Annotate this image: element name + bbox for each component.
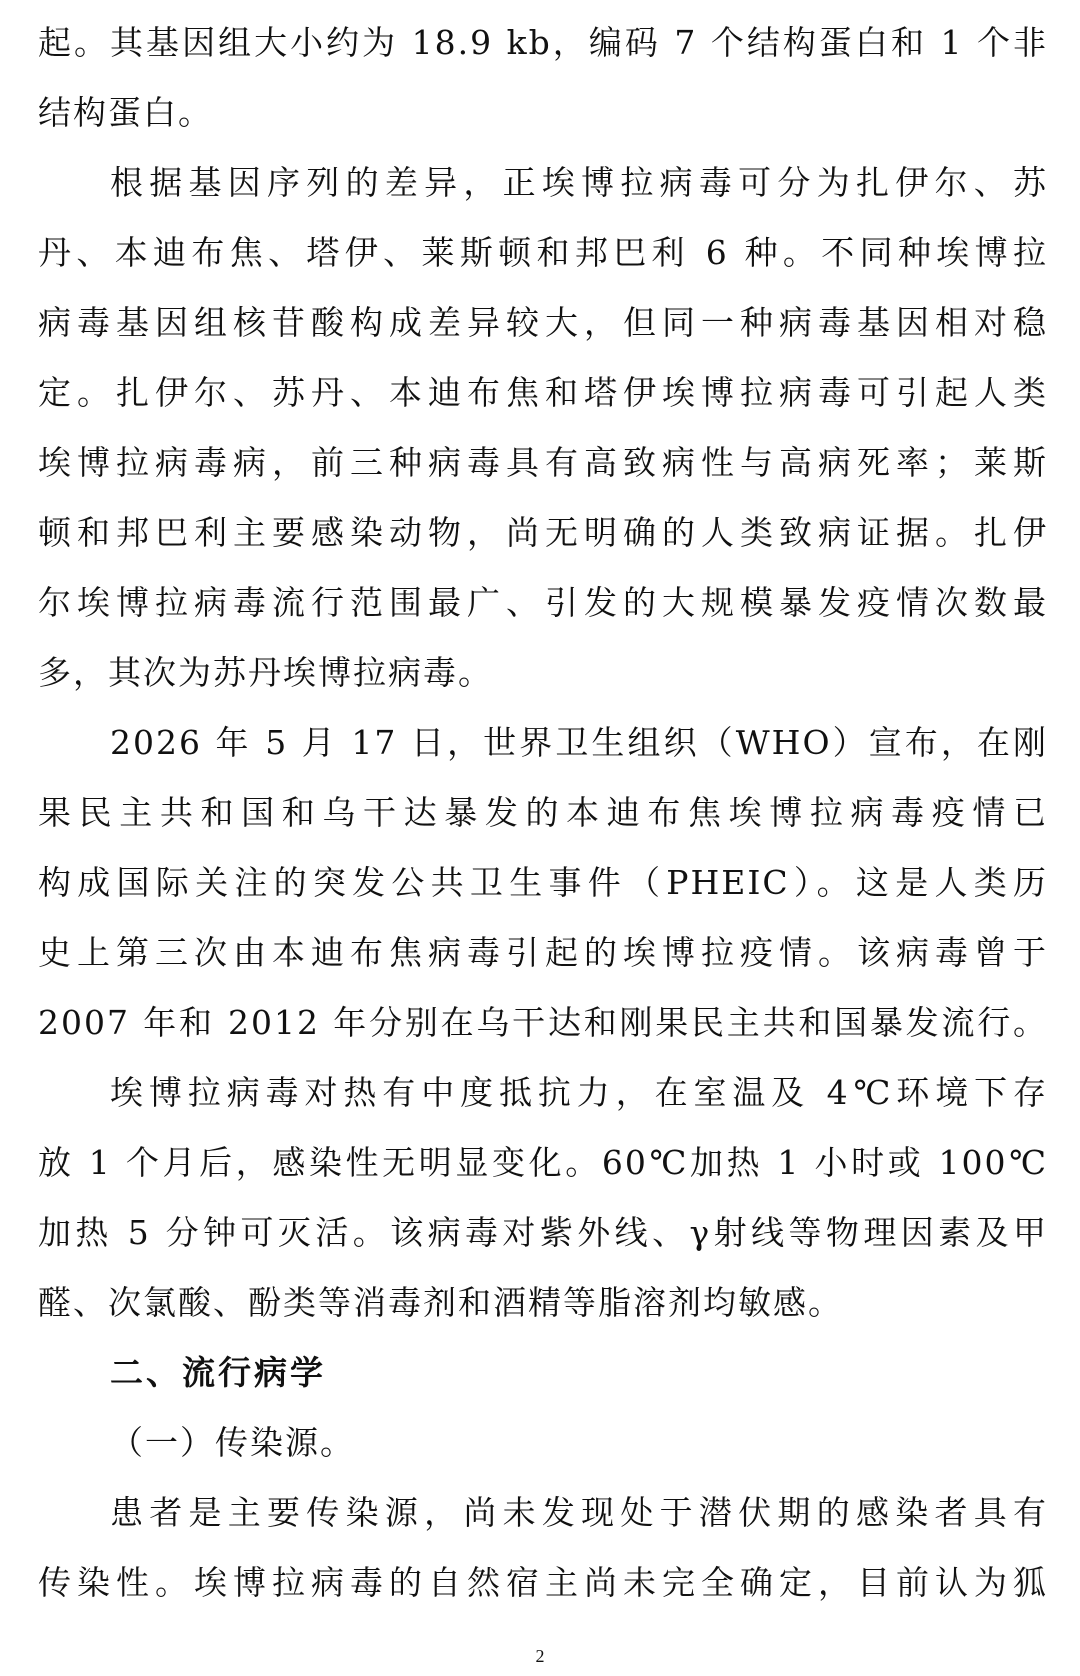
paragraph-line: 埃博拉病毒病，前三种病毒具有高致病性与高病死率；莱斯 xyxy=(38,443,1048,482)
paragraph-line: 根据基因序列的差异，正埃博拉病毒可分为扎伊尔、苏 xyxy=(110,163,1048,202)
paragraph-line: 患者是主要传染源，尚未发现处于潜伏期的感染者具有 xyxy=(110,1493,1048,1532)
document-body xyxy=(38,8,1048,1618)
paragraph-line: 病毒基因组核苷酸构成差异较大，但同一种病毒基因相对稳 xyxy=(38,303,1048,342)
page-number: 2 xyxy=(535,1646,545,1666)
paragraph-line: 结构蛋白。 xyxy=(38,93,213,132)
paragraph-line: 2007 年和 2012 年分别在乌干达和刚果民主共和国暴发流行。 xyxy=(38,1003,1048,1042)
paragraph-line: 埃博拉病毒对热有中度抵抗力，在室温及 4℃环境下存 xyxy=(110,1073,1048,1112)
paragraph-line: 醛、次氯酸、酚类等消毒剂和酒精等脂溶剂均敏感。 xyxy=(38,1283,843,1322)
paragraph-line: 史上第三次由本迪布焦病毒引起的埃博拉疫情。该病毒曾于 xyxy=(38,933,1048,972)
paragraph-line: 顿和邦巴利主要感染动物，尚无明确的人类致病证据。扎伊 xyxy=(38,513,1048,552)
paragraph-line: 尔埃博拉病毒流行范围最广、引发的大规模暴发疫情次数最 xyxy=(38,583,1048,622)
paragraph-line: 定。扎伊尔、苏丹、本迪布焦和塔伊埃博拉病毒可引起人类 xyxy=(38,373,1048,412)
paragraph-line: 果民主共和国和乌干达暴发的本迪布焦埃博拉病毒疫情已 xyxy=(38,793,1048,832)
paragraph-line: 2026 年 5 月 17 日，世界卫生组织（WHO）宣布，在刚 xyxy=(110,723,1048,762)
subsection-heading: （一）传染源。 xyxy=(110,1423,355,1462)
paragraph-line: 构成国际关注的突发公共卫生事件（PHEIC）。这是人类历 xyxy=(38,863,1048,902)
section-heading: 二、流行病学 xyxy=(110,1353,326,1392)
paragraph-line: 多，其次为苏丹埃博拉病毒。 xyxy=(38,653,493,692)
paragraph-line: 传染性。埃博拉病毒的自然宿主尚未完全确定，目前认为狐 xyxy=(38,1563,1048,1602)
paragraph-line: 加热 5 分钟可灭活。该病毒对紫外线、γ射线等物理因素及甲 xyxy=(38,1213,1048,1252)
paragraph-line: 起。其基因组大小约为 18.9 kb，编码 7 个结构蛋白和 1 个非 xyxy=(38,23,1048,62)
paragraph-line: 放 1 个月后，感染性无明显变化。60℃加热 1 小时或 100℃ xyxy=(38,1143,1048,1182)
paragraph-line: 丹、本迪布焦、塔伊、莱斯顿和邦巴利 6 种。不同种埃博拉 xyxy=(38,233,1048,272)
